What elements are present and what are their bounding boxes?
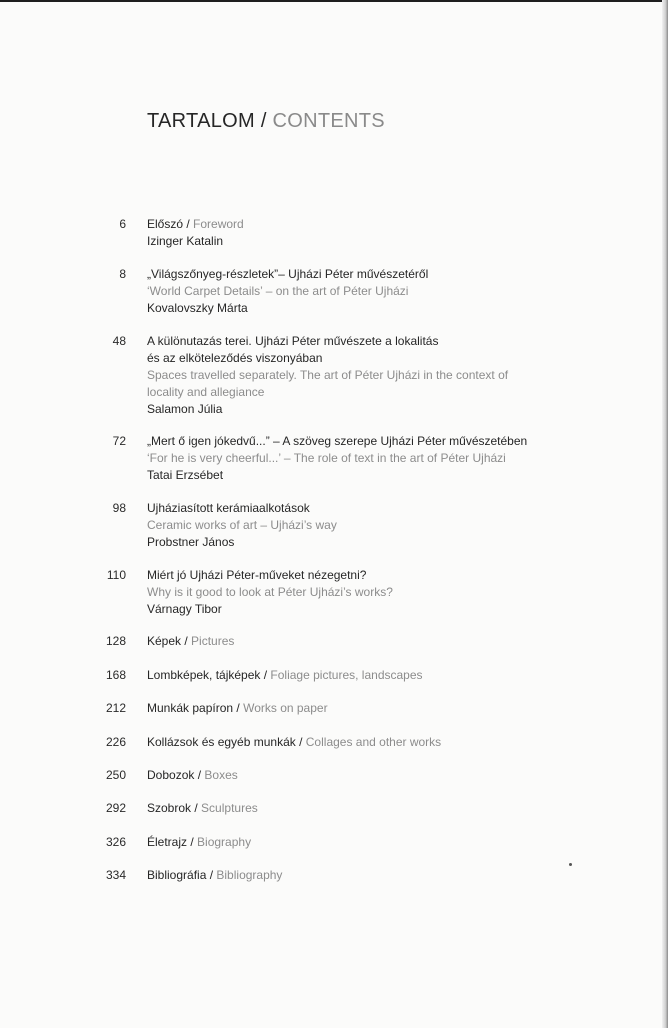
toc-slash: / <box>181 634 192 648</box>
toc-entry-body <box>147 667 587 684</box>
toc-title-hu: Lombképek, tájképek <box>147 668 261 682</box>
page-title <box>147 110 385 133</box>
toc-slash: / <box>194 768 205 782</box>
toc-page-number: 292 <box>105 801 126 815</box>
toc-title-en-line2: locality and allegiance <box>147 385 265 399</box>
toc-page-number: 334 <box>105 868 126 882</box>
toc-title-hu: Előszó <box>147 217 184 231</box>
toc-title-en: Biography <box>197 835 252 849</box>
toc-slash: / <box>187 835 198 849</box>
toc-title-en: Bibliography <box>216 868 283 882</box>
toc-title-en: Pictures <box>191 634 235 648</box>
toc-title-en: Ceramic works of art – Ujházi’s way <box>147 518 337 532</box>
toc-title-en: Sculptures <box>201 801 258 815</box>
toc-page-number: 6 <box>119 217 126 231</box>
toc-slash: / <box>183 217 194 231</box>
dust-speck <box>569 863 572 866</box>
toc-title-hu: Ujháziasított kerámiaalkotások <box>147 501 310 515</box>
toc-slash: / <box>233 701 244 715</box>
toc-author: Salamon Júlia <box>147 402 223 416</box>
toc-entry-body <box>147 734 587 751</box>
toc-title-en: Boxes <box>204 768 238 782</box>
toc-page-number: 250 <box>105 768 126 782</box>
title-hungarian: TARTALOM <box>147 110 255 132</box>
toc-entry-body <box>147 266 587 317</box>
toc-page-number: 128 <box>105 634 126 648</box>
toc-title-hu: „Világszőnyeg-részletek”– Ujházi Péter művészetéről <box>147 267 429 281</box>
toc-entry-body <box>147 834 587 851</box>
toc-title-hu: Szobrok <box>147 801 192 815</box>
toc-entry-body <box>147 767 587 784</box>
toc-page-number: 168 <box>105 668 126 682</box>
title-english: CONTENTS <box>272 110 385 132</box>
toc-author: Izinger Katalin <box>147 234 224 248</box>
toc-title-en: Why is it good to look at Péter Ujházi’s works? <box>147 585 393 599</box>
toc-title-hu: „Mert ő igen jókedvű...” – A szöveg szerepe Ujházi Péter művészetében <box>147 434 528 448</box>
toc-title-en: ‘For he is very cheerful...’ – The role of text in the art of Péter Ujházi <box>147 451 506 465</box>
toc-entry-body <box>147 800 587 817</box>
toc-author: Probstner János <box>147 535 235 549</box>
toc-title-en: Works on paper <box>243 701 328 715</box>
toc-entry-body <box>147 433 587 484</box>
toc-page-number: 8 <box>119 267 126 281</box>
toc-title-hu-line2: és az elköteleződés viszonyában <box>147 351 323 365</box>
toc-entry-body <box>147 700 587 717</box>
toc-entry-body <box>147 216 587 250</box>
toc-title-hu: Képek <box>147 634 182 648</box>
toc-title-hu-line1: A különutazás terei. Ujházi Péter művészete a lokalitás <box>147 334 439 348</box>
toc-entry-body <box>147 867 587 884</box>
toc-page-number: 72 <box>112 434 126 448</box>
toc-slash: / <box>260 668 271 682</box>
toc-title-hu: Bibliográfia <box>147 868 207 882</box>
toc-title-hu: Miért jó Ujházi Péter-műveket nézegetni? <box>147 568 367 582</box>
page-top-edge <box>0 0 668 2</box>
title-separator: / <box>254 110 273 132</box>
toc-title-en: Foliage pictures, landscapes <box>270 668 423 682</box>
toc-page-number: 48 <box>112 334 126 348</box>
toc-title-hu: Dobozok <box>147 768 195 782</box>
toc-entry-body <box>147 333 587 418</box>
toc-author: Várnagy Tibor <box>147 602 222 616</box>
toc-page-number: 110 <box>106 568 126 582</box>
toc-entry-body <box>147 633 587 650</box>
toc-title-en: Collages and other works <box>305 735 442 749</box>
toc-slash: / <box>191 801 202 815</box>
toc-page-number: 326 <box>105 835 126 849</box>
toc-page-number: 98 <box>112 501 126 515</box>
toc-entry-body <box>147 500 587 551</box>
toc-slash: / <box>295 735 306 749</box>
toc-title-hu: Kollázsok és egyéb munkák <box>147 735 296 749</box>
toc-title-en: Foreword <box>193 217 244 231</box>
toc-author: Tatai Erzsébet <box>147 468 224 482</box>
toc-title-hu: Munkák papíron <box>147 701 234 715</box>
toc-entry-body <box>147 567 587 618</box>
toc-title-en-line1: Spaces travelled separately. The art of Péter Ujházi in the context of <box>147 368 509 382</box>
toc-title-hu: Életrajz <box>147 835 188 849</box>
toc-page-number: 226 <box>105 735 126 749</box>
toc-title-en: ‘World Carpet Details’ – on the art of Péter Ujházi <box>147 284 409 298</box>
toc-page-number: 212 <box>105 701 126 715</box>
toc-author: Kovalovszky Márta <box>147 301 248 315</box>
page-right-edge-shadow <box>662 0 668 1028</box>
toc-slash: / <box>206 868 217 882</box>
